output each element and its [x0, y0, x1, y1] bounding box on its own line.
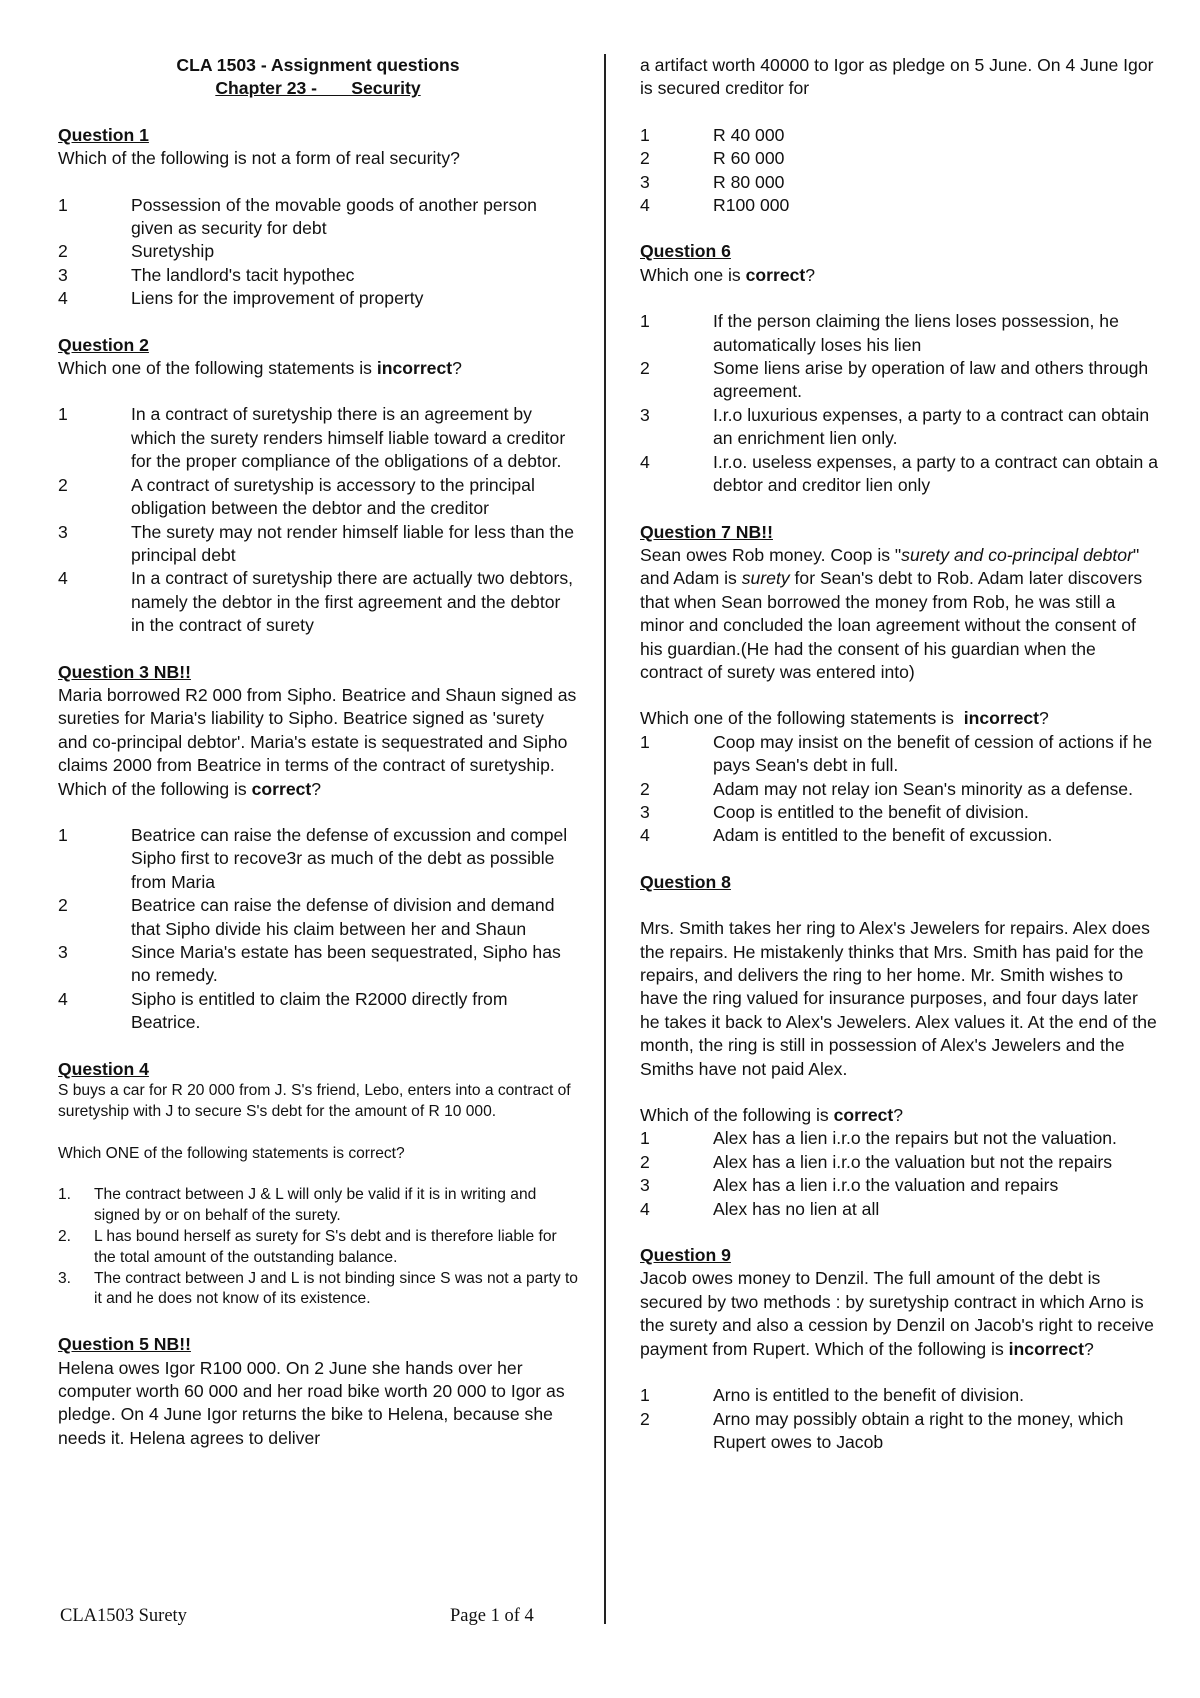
right-column: [640, 54, 1160, 1454]
question-stem: [640, 544, 1160, 684]
option-text: Alex has a lien i.r.o the valuation but not the repairs: [713, 1151, 1113, 1172]
document-subtitle: Chapter 23 - Security: [215, 78, 421, 99]
question-1: [58, 124, 578, 311]
stem-emphasis: correct: [833, 1105, 894, 1126]
option-number: 3: [58, 942, 68, 962]
question-stem: [640, 264, 1160, 287]
stem-text: ?: [1083, 1338, 1094, 1359]
stem-emphasis: incorrect: [1008, 1338, 1084, 1359]
question-prompt: [640, 1104, 1160, 1127]
option: [640, 731, 1160, 778]
stem-text: ?: [452, 358, 462, 379]
option-number: 1: [640, 124, 650, 145]
stem-text: Which one of the following statements is: [640, 708, 964, 729]
option-number: 2.: [58, 1228, 72, 1246]
column-divider: [604, 54, 606, 1624]
option: [640, 1127, 1160, 1150]
option: [640, 124, 1160, 147]
question-3: [58, 661, 578, 1035]
question-heading: Question 5 NB!!: [58, 1334, 191, 1355]
option-text: Suretyship: [131, 241, 215, 262]
option-number: 1: [58, 824, 68, 845]
option-text: Alex has no lien at all: [713, 1198, 880, 1219]
question-stem: [58, 357, 578, 380]
option: [640, 451, 1160, 498]
stem-text: Which one is: [640, 264, 746, 285]
stem-italic: surety and co-principal debtor: [901, 544, 1133, 565]
option-number: 3: [58, 521, 68, 542]
option: [58, 194, 578, 241]
option: [58, 474, 578, 521]
question-prompt: Which ONE of the following statements is correct?: [58, 1144, 405, 1162]
option-text: Liens for the improvement of property: [131, 288, 424, 309]
option-text: Some liens arise by operation of law and others through agreement.: [713, 358, 1149, 402]
option: [58, 567, 578, 637]
option-number: 3: [640, 171, 650, 192]
question-4-body: [58, 1081, 578, 1310]
option-number: 2: [640, 358, 650, 379]
stem-emphasis: incorrect: [376, 358, 453, 379]
option-text: I.r.o luxurious expenses, a party to a contract can obtain an enrichment lien only.: [713, 404, 1150, 449]
question-5-continued: [640, 54, 1160, 217]
stem-emphasis: correct: [251, 778, 312, 799]
option-number: 1: [640, 1385, 650, 1406]
option: [640, 194, 1160, 217]
option: [640, 1198, 1160, 1221]
question-6: [640, 240, 1160, 497]
stem-text: ?: [805, 264, 816, 285]
stem-text: Which one of the following statements is: [58, 358, 377, 379]
question-stem: a artifact worth 40000 to Igor as pledge on 5 June. On 4 June Igor is secured creditor for: [640, 55, 1154, 99]
question-prompt: [640, 707, 1160, 730]
stem-text: for Sean's debt to Rob. Adam later discovers that when Sean borrowed the money from Rob, he was still a minor and concluded the loan agreement without the consent of his guardian.(He had the consent of his guardian when the contract of surety was entered into): [640, 568, 1143, 682]
question-stem: [58, 684, 578, 801]
option-number: 1: [640, 731, 650, 752]
option: [640, 778, 1160, 801]
option-number: 4: [640, 1198, 650, 1219]
option-number: 1: [640, 1128, 650, 1149]
option-number: 1.: [58, 1186, 72, 1204]
option-number: 2: [640, 1151, 650, 1172]
option: [640, 404, 1160, 451]
option-text: Adam is entitled to the benefit of excussion.: [713, 825, 1053, 846]
option-number: 4: [640, 825, 650, 846]
option-number: 2: [58, 474, 68, 495]
stem-text: Sean owes Rob money. Coop is ": [640, 544, 902, 565]
option-text: I.r.o. useless expenses, a party to a contract can obtain a debtor and creditor lien only: [713, 451, 1158, 496]
option-text: R 60 000: [713, 148, 785, 169]
option-number: 1: [58, 194, 68, 215]
option-number: 2: [640, 1408, 650, 1429]
option: [58, 287, 578, 310]
footer-document-name: CLA1503 Surety: [60, 1606, 187, 1626]
option-number: 4: [640, 195, 650, 216]
option: [58, 521, 578, 568]
option-text: The surety may not render himself liable for less than the principal debt: [131, 521, 574, 565]
option-number: 2: [640, 778, 650, 799]
question-stem: S buys a car for R 20 000 from J. S's friend, Lebo, enters into a contract of suretyship with J to secure S's debt for the amount of R 10 000.: [58, 1082, 571, 1120]
option-number: 4: [58, 568, 68, 589]
option-number: 2: [640, 148, 650, 169]
option: [640, 1408, 1160, 1455]
question-heading: Question 2: [58, 334, 149, 355]
option-text: Arno is entitled to the benefit of division.: [713, 1385, 1025, 1406]
option-text: The contract between J & L will only be valid if it is in writing and signed by or on behalf of the surety.: [94, 1186, 537, 1225]
option-text: A contract of suretyship is accessory to the principal obligation between the debtor and the creditor: [131, 474, 535, 519]
stem-emphasis: correct: [745, 264, 806, 285]
option-text: Alex has a lien i.r.o the valuation and repairs: [713, 1175, 1059, 1196]
question-heading: Question 7 NB!!: [640, 521, 773, 542]
option-text: The contract between J and L is not binding since S was not a party to it and he does not know of its existence.: [94, 1269, 578, 1308]
option-number: 2: [58, 895, 68, 916]
option-text: Alex has a lien i.r.o the repairs but not the valuation.: [713, 1128, 1117, 1149]
option: [58, 240, 578, 263]
stem-text: " and Adam is: [640, 544, 1140, 589]
option-number: 3.: [58, 1269, 72, 1287]
option-text: Sipho is entitled to claim the R2000 directly from Beatrice.: [131, 988, 508, 1033]
question-stem: [640, 1267, 1160, 1361]
option-text: R 80 000: [713, 171, 785, 192]
option-number: 1: [58, 404, 68, 425]
option-text: Beatrice can raise the defense of division and demand that Sipho divide his claim between her and Shaun: [131, 895, 555, 939]
option-text: Since Maria's estate has been sequestrated, Sipho has no remedy.: [131, 942, 561, 986]
question-2: [58, 334, 578, 638]
option: [58, 941, 578, 988]
option: [58, 824, 578, 894]
option-number: 4: [58, 988, 68, 1009]
option-number: 3: [640, 1175, 650, 1196]
option: [640, 1174, 1160, 1197]
option-text: If the person claiming the liens loses possession, he automatically loses his lien: [713, 311, 1119, 355]
document-title: CLA 1503 - Assignment questions: [176, 55, 460, 75]
option-number: 4: [640, 451, 650, 472]
option: [640, 801, 1160, 824]
question-heading: Question 6: [640, 241, 731, 262]
stem-emphasis: incorrect: [963, 708, 1039, 729]
question-5-start: [58, 1333, 578, 1450]
option-text: L has bound herself as surety for S's debt and is therefore liable for the total amount of the outstanding balance.: [94, 1228, 557, 1266]
question-heading: Question 1: [58, 124, 149, 145]
stem-text: ?: [1039, 708, 1049, 729]
option: [640, 147, 1160, 170]
stem-text: Jacob owes money to Denzil. The full amount of the debt is secured by two methods : by suretyship contract in which Arno is the surety and also a cession by Denzil on Jacob's right to receive payment from Rupert. Which of the following is: [640, 1268, 1154, 1359]
question-stem: Helena owes Igor R100 000. On 2 June she hands over her computer worth 60 000 and her road bike worth 20 000 to Igor as pledge. On 4 June Igor returns the bike to Helena, because she needs it. Helena agrees to deliver: [58, 1357, 565, 1448]
question-9: [640, 1244, 1160, 1454]
option-text: R 40 000: [713, 124, 785, 145]
stem-text: ?: [893, 1105, 904, 1126]
stem-italic: surety: [741, 568, 790, 589]
left-column: [58, 54, 578, 1450]
option-number: 1: [640, 311, 650, 332]
option-text: Coop is entitled to the benefit of division.: [713, 801, 1029, 822]
option: [640, 1384, 1160, 1407]
question-stem: Mrs. Smith takes her ring to Alex's Jewelers for repairs. Alex does the repairs. He mistakenly thinks that Mrs. Smith has paid for the repairs, and delivers the ring to her home. Mr. Smith wishes to have the ring valued for insurance purposes, and four days later he takes it back to Alex's Jewelers. Alex values it. At the end of the month, the ring is still in possession of Alex's Jewelers and the Smiths have not paid Alex.: [640, 918, 1157, 1079]
option: [640, 1151, 1160, 1174]
option-text: Beatrice can raise the defense of excussion and compel Sipho first to recove3r as much of the debt as possible from Maria: [131, 824, 568, 892]
option-number: 3: [640, 801, 650, 822]
option-text: Coop may insist on the benefit of cession of actions if he pays Sean's debt in full.: [713, 731, 1153, 776]
question-4: [58, 1058, 578, 1311]
option: [58, 1227, 578, 1269]
option: [58, 1185, 578, 1227]
option-number: 3: [58, 264, 68, 285]
question-heading: Question 4: [58, 1058, 149, 1079]
question-8: [640, 871, 1160, 1221]
option-text: In a contract of suretyship there are actually two debtors, namely the debtor in the first agreement and the debtor in the contract of surety: [131, 568, 574, 636]
option: [640, 357, 1160, 404]
question-7: [640, 521, 1160, 848]
option-text: R100 000: [713, 195, 790, 216]
option-text: Possession of the movable goods of another person given as security for debt: [131, 194, 537, 239]
option: [640, 171, 1160, 194]
option: [58, 894, 578, 941]
option: [58, 264, 578, 287]
option-text: The landlord's tacit hypothec: [131, 264, 355, 285]
stem-text: Maria borrowed R2 000 from Sipho. Beatrice and Shaun signed as sureties for Maria's liability to Sipho. Beatrice signed as 'surety and co-principal debtor'. Maria's estate is sequestrated and Sipho claims 2000 from Beatrice in terms of the contract of suretyship. Which of the following is: [58, 684, 577, 799]
option: [58, 1269, 578, 1311]
option-text: Arno may possibly obtain a right to the money, which Rupert owes to Jacob: [713, 1408, 1124, 1452]
stem-text: ?: [311, 778, 322, 799]
option-number: 4: [58, 288, 68, 309]
option-number: 3: [640, 404, 650, 425]
question-heading: Question 9: [640, 1245, 731, 1266]
footer-page-number: Page 1 of 4: [450, 1606, 534, 1626]
option-number: 2: [58, 241, 68, 262]
question-heading: Question 3 NB!!: [58, 661, 191, 682]
option-text: In a contract of suretyship there is an agreement by which the surety renders himself liable toward a creditor for the proper compliance of the obligations of a debtor.: [131, 404, 566, 472]
option: [640, 310, 1160, 357]
question-stem: Which of the following is not a form of real security?: [58, 148, 460, 169]
stem-text: Which of the following is: [640, 1105, 834, 1126]
option: [58, 988, 578, 1035]
question-heading: Question 8: [640, 871, 731, 892]
option: [58, 403, 578, 473]
option-text: Adam may not relay ion Sean's minority as a defense.: [713, 778, 1133, 799]
option: [640, 824, 1160, 847]
